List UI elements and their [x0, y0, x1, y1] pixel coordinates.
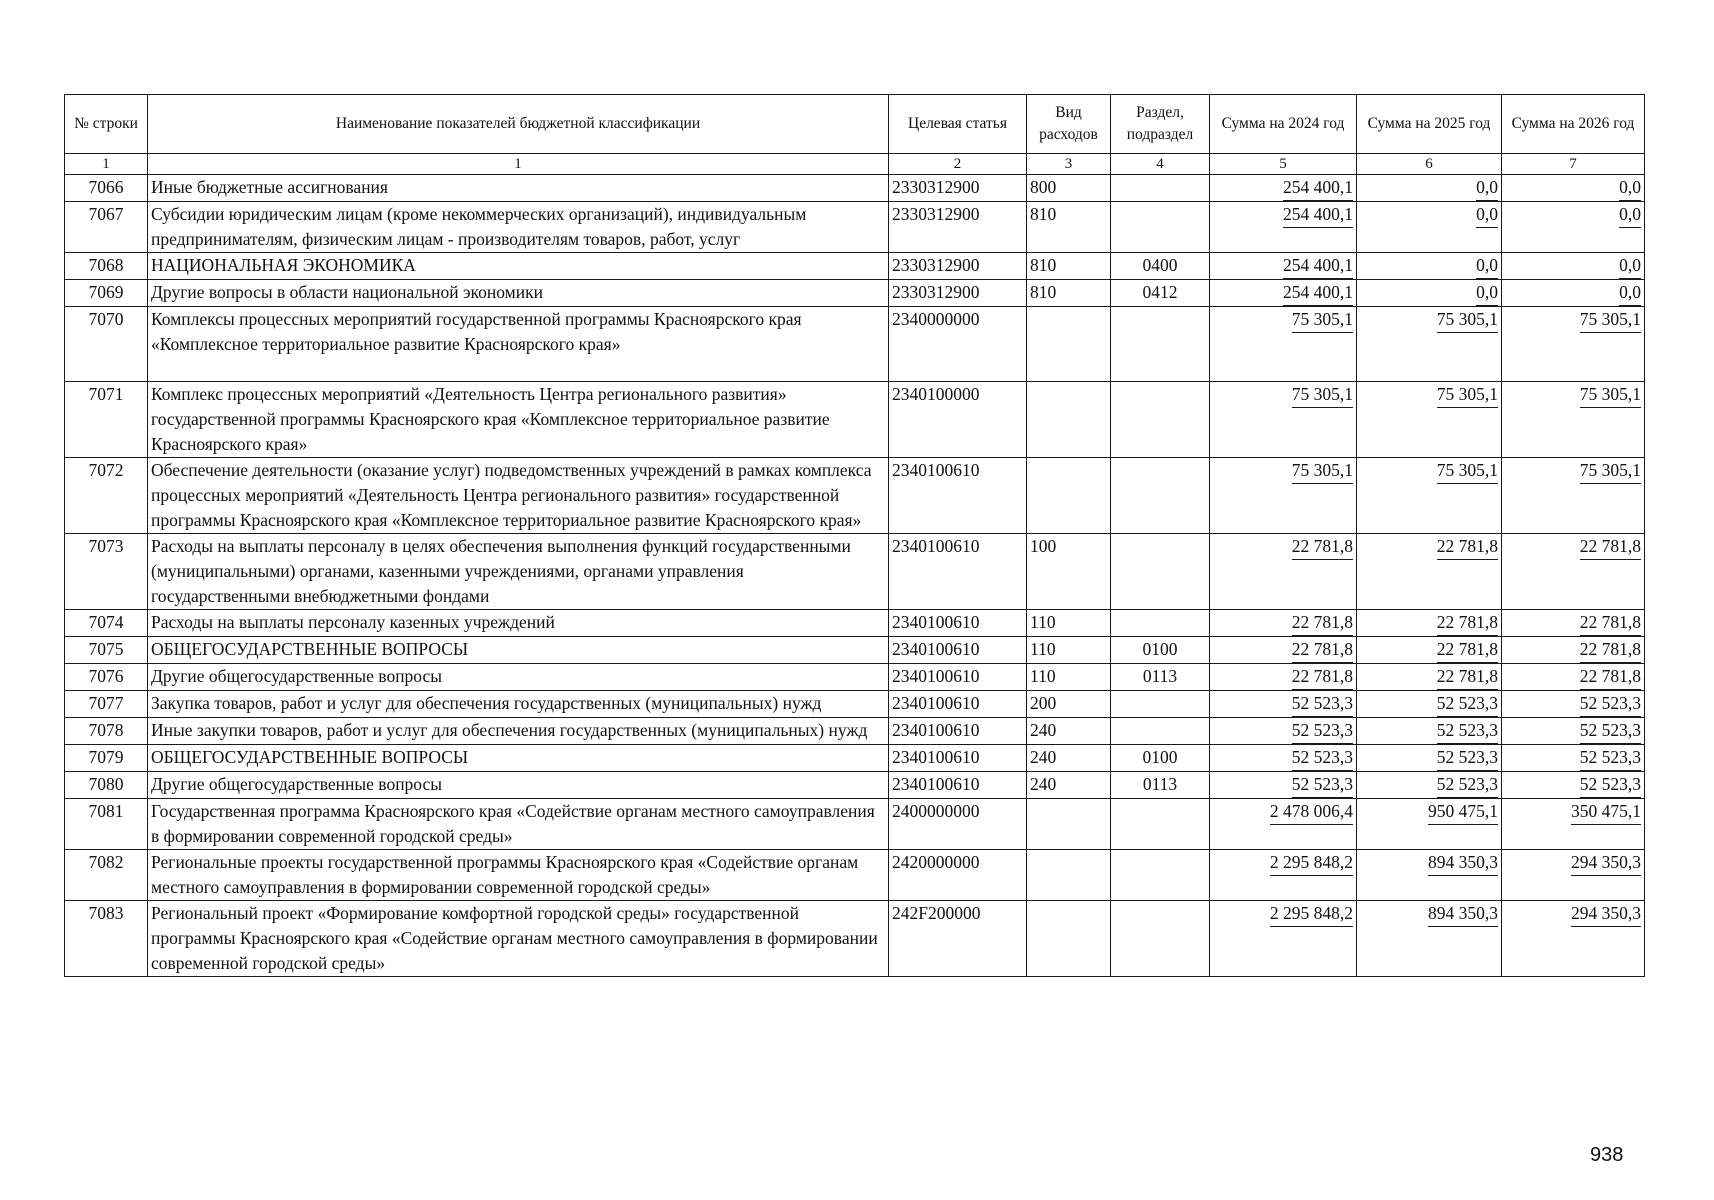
- row-sum-2025-value: 22 781,8: [1437, 534, 1498, 560]
- row-sum-2026: [1502, 534, 1645, 610]
- row-sum-2024: [1210, 175, 1357, 202]
- row-sum-2024-value: 254 400,1: [1283, 202, 1353, 228]
- row-sum-2025: [1357, 772, 1502, 799]
- row-sum-2024-value: 52 523,3: [1292, 745, 1353, 771]
- row-name: Другие общегосударственные вопросы: [148, 664, 889, 691]
- row-name: Иные бюджетные ассигнования: [148, 175, 889, 202]
- row-target-article: 2330312900: [889, 175, 1027, 202]
- row-name: Субсидии юридическим лицам (кроме некоммерческих организаций), индивидуальным предпринимателям, физическим лицам - производителям товаров, работ, услуг: [148, 202, 889, 253]
- row-name: ОБЩЕГОСУДАРСТВЕННЫЕ ВОПРОСЫ: [148, 745, 889, 772]
- row-expense-kind: [1027, 850, 1111, 901]
- row-sum-2025-value: 52 523,3: [1437, 772, 1498, 798]
- row-number: 7074: [65, 610, 148, 637]
- row-number: 7072: [65, 458, 148, 534]
- row-target-article: 2340100610: [889, 610, 1027, 637]
- row-sum-2026-value: 75 305,1: [1580, 382, 1641, 408]
- row-expense-kind: 810: [1027, 280, 1111, 307]
- row-target-article: 2340100610: [889, 534, 1027, 610]
- row-sum-2025: [1357, 458, 1502, 534]
- row-sum-2024-value: 254 400,1: [1283, 280, 1353, 306]
- row-target-article: 2330312900: [889, 280, 1027, 307]
- row-sum-2026-value: 350 475,1: [1571, 799, 1641, 825]
- row-target-article: 2330312900: [889, 253, 1027, 280]
- row-sum-2025-value: 52 523,3: [1437, 745, 1498, 771]
- row-sum-2026: [1502, 745, 1645, 772]
- table-row: [65, 901, 1645, 977]
- row-target-article: 2420000000: [889, 850, 1027, 901]
- row-section: [1111, 175, 1210, 202]
- row-target-article: 2340000000: [889, 307, 1027, 382]
- row-section: [1111, 307, 1210, 382]
- row-expense-kind: 240: [1027, 718, 1111, 745]
- row-sum-2026: [1502, 850, 1645, 901]
- row-expense-kind: 110: [1027, 664, 1111, 691]
- row-sum-2026: [1502, 202, 1645, 253]
- row-sum-2025-value: 75 305,1: [1437, 382, 1498, 408]
- row-sum-2026: [1502, 664, 1645, 691]
- row-number: 7076: [65, 664, 148, 691]
- row-name: Иные закупки товаров, работ и услуг для обеспечения государственных (муниципальных) нужд: [148, 718, 889, 745]
- row-sum-2024-value: 22 781,8: [1292, 637, 1353, 663]
- row-sum-2024: [1210, 664, 1357, 691]
- row-sum-2024: [1210, 745, 1357, 772]
- row-name: Закупка товаров, работ и услуг для обеспечения государственных (муниципальных) нужд: [148, 691, 889, 718]
- row-sum-2025-value: 22 781,8: [1437, 637, 1498, 663]
- row-sum-2024: [1210, 458, 1357, 534]
- row-expense-kind: 100: [1027, 534, 1111, 610]
- table-row: [65, 253, 1645, 280]
- row-number: 7066: [65, 175, 148, 202]
- row-sum-2026-value: 52 523,3: [1580, 691, 1641, 717]
- header-section: Раздел, подраздел: [1111, 95, 1210, 154]
- row-sum-2024: [1210, 307, 1357, 382]
- row-sum-2024: [1210, 637, 1357, 664]
- row-expense-kind: 240: [1027, 772, 1111, 799]
- row-sum-2024: [1210, 799, 1357, 850]
- row-number: 7067: [65, 202, 148, 253]
- row-section: [1111, 718, 1210, 745]
- row-expense-kind: 200: [1027, 691, 1111, 718]
- row-section: 0113: [1111, 772, 1210, 799]
- row-sum-2026: [1502, 253, 1645, 280]
- row-sum-2024: [1210, 850, 1357, 901]
- header-kind: Вид расходов: [1027, 95, 1111, 154]
- row-sum-2026-value: 0,0: [1619, 202, 1641, 228]
- row-sum-2025: [1357, 610, 1502, 637]
- row-target-article: 242F200000: [889, 901, 1027, 977]
- row-sum-2025-value: 950 475,1: [1428, 799, 1498, 825]
- row-name: Региональные проекты государственной программы Красноярского края «Содействие органам местного самоуправления в формировании современной городской среды»: [148, 850, 889, 901]
- row-sum-2026-value: 22 781,8: [1580, 664, 1641, 690]
- budget-table: [64, 94, 1645, 977]
- row-sum-2024-value: 2 295 848,2: [1270, 850, 1353, 876]
- row-target-article: 2340100610: [889, 458, 1027, 534]
- row-number: 7080: [65, 772, 148, 799]
- row-number: 7069: [65, 280, 148, 307]
- row-section: 0100: [1111, 745, 1210, 772]
- page-number: 938: [1590, 1144, 1624, 1166]
- column-number: 3: [1027, 154, 1111, 175]
- row-expense-kind: [1027, 799, 1111, 850]
- row-name: Другие общегосударственные вопросы: [148, 772, 889, 799]
- row-number: 7078: [65, 718, 148, 745]
- row-sum-2025: [1357, 175, 1502, 202]
- row-name: Другие вопросы в области национальной экономики: [148, 280, 889, 307]
- row-sum-2026-value: 0,0: [1619, 253, 1641, 279]
- row-sum-2026: [1502, 718, 1645, 745]
- table-body: [65, 175, 1645, 977]
- column-number: 4: [1111, 154, 1210, 175]
- column-number: 7: [1502, 154, 1645, 175]
- row-sum-2025-value: 894 350,3: [1428, 901, 1498, 927]
- row-name: НАЦИОНАЛЬНАЯ ЭКОНОМИКА: [148, 253, 889, 280]
- row-number: 7079: [65, 745, 148, 772]
- row-sum-2024: [1210, 534, 1357, 610]
- row-name: Расходы на выплаты персоналу в целях обеспечения выполнения функций государственными (муниципальными) органами, казенными учреждениями, органами управления государственными внебюджетными фондами: [148, 534, 889, 610]
- row-sum-2026: [1502, 610, 1645, 637]
- column-number: 6: [1357, 154, 1502, 175]
- row-sum-2026: [1502, 280, 1645, 307]
- row-sum-2024: [1210, 901, 1357, 977]
- row-sum-2024-value: 254 400,1: [1283, 253, 1353, 279]
- row-sum-2025-value: 0,0: [1476, 253, 1498, 279]
- row-expense-kind: 800: [1027, 175, 1111, 202]
- row-sum-2025: [1357, 253, 1502, 280]
- row-section: [1111, 850, 1210, 901]
- row-sum-2024-value: 2 295 848,2: [1270, 901, 1353, 927]
- row-sum-2026-value: 52 523,3: [1580, 745, 1641, 771]
- header-row-no: № строки: [65, 95, 148, 154]
- row-sum-2024-value: 22 781,8: [1292, 664, 1353, 690]
- row-sum-2024-value: 75 305,1: [1292, 382, 1353, 408]
- row-sum-2026-value: 22 781,8: [1580, 610, 1641, 636]
- header-sum-2025: Сумма на 2025 год: [1357, 95, 1502, 154]
- row-name: Обеспечение деятельности (оказание услуг) подведомственных учреждений в рамках комплекса процессных мероприятий «Деятельность Центра регионального развития» государственной программы Красноярского края «Комплексное территориальное развитие Красноярского края»: [148, 458, 889, 534]
- row-sum-2025-value: 894 350,3: [1428, 850, 1498, 876]
- row-section: [1111, 458, 1210, 534]
- row-sum-2025-value: 22 781,8: [1437, 664, 1498, 690]
- row-section: [1111, 610, 1210, 637]
- row-sum-2026-value: 294 350,3: [1571, 850, 1641, 876]
- row-sum-2025-value: 0,0: [1476, 175, 1498, 201]
- row-number: 7082: [65, 850, 148, 901]
- table-header-row: [65, 95, 1645, 154]
- header-sum-2024: Сумма на 2024 год: [1210, 95, 1357, 154]
- row-sum-2025-value: 52 523,3: [1437, 718, 1498, 744]
- row-expense-kind: 110: [1027, 637, 1111, 664]
- row-number: 7077: [65, 691, 148, 718]
- row-section: 0100: [1111, 637, 1210, 664]
- row-section: [1111, 382, 1210, 458]
- row-sum-2024: [1210, 691, 1357, 718]
- row-sum-2025-value: 75 305,1: [1437, 307, 1498, 333]
- table-row: [65, 307, 1645, 382]
- row-name: Комплекс процессных мероприятий «Деятельность Центра регионального развития» государственной программы Красноярского края «Комплексное территориальное развитие Красноярского края»: [148, 382, 889, 458]
- row-sum-2026: [1502, 799, 1645, 850]
- row-section: [1111, 799, 1210, 850]
- row-sum-2024-value: 22 781,8: [1292, 610, 1353, 636]
- row-sum-2025-value: 22 781,8: [1437, 610, 1498, 636]
- row-target-article: 2340100610: [889, 718, 1027, 745]
- row-sum-2026: [1502, 772, 1645, 799]
- row-sum-2025: [1357, 664, 1502, 691]
- column-number-row: [65, 154, 1645, 175]
- row-sum-2024: [1210, 772, 1357, 799]
- row-name: Государственная программа Красноярского края «Содействие органам местного самоуправления в формировании современной городской среды»: [148, 799, 889, 850]
- column-number: 2: [889, 154, 1027, 175]
- row-sum-2024-value: 52 523,3: [1292, 772, 1353, 798]
- row-sum-2025: [1357, 637, 1502, 664]
- row-sum-2025-value: 75 305,1: [1437, 458, 1498, 484]
- row-target-article: 2340100610: [889, 691, 1027, 718]
- row-sum-2024: [1210, 382, 1357, 458]
- column-number: 1: [148, 154, 889, 175]
- row-sum-2024-value: 22 781,8: [1292, 534, 1353, 560]
- row-sum-2026-value: 52 523,3: [1580, 772, 1641, 798]
- table-row: [65, 610, 1645, 637]
- row-section: 0113: [1111, 664, 1210, 691]
- row-sum-2025: [1357, 691, 1502, 718]
- row-sum-2026-value: 75 305,1: [1580, 458, 1641, 484]
- row-sum-2024-value: 52 523,3: [1292, 718, 1353, 744]
- row-target-article: 2400000000: [889, 799, 1027, 850]
- row-sum-2025: [1357, 382, 1502, 458]
- row-sum-2026-value: 0,0: [1619, 280, 1641, 306]
- row-sum-2024: [1210, 280, 1357, 307]
- row-sum-2026-value: 294 350,3: [1571, 901, 1641, 927]
- row-sum-2025: [1357, 718, 1502, 745]
- row-sum-2025-value: 52 523,3: [1437, 691, 1498, 717]
- row-sum-2024-value: 2 478 006,4: [1270, 799, 1353, 825]
- row-sum-2026: [1502, 307, 1645, 382]
- row-expense-kind: 810: [1027, 202, 1111, 253]
- table-row: [65, 534, 1645, 610]
- row-sum-2026-value: 22 781,8: [1580, 534, 1641, 560]
- row-sum-2024: [1210, 610, 1357, 637]
- table-row: [65, 202, 1645, 253]
- row-target-article: 2340100000: [889, 382, 1027, 458]
- row-number: 7068: [65, 253, 148, 280]
- header-target: Целевая статья: [889, 95, 1027, 154]
- table-row: [65, 637, 1645, 664]
- row-sum-2026: [1502, 458, 1645, 534]
- row-section: 0412: [1111, 280, 1210, 307]
- table-row: [65, 850, 1645, 901]
- row-sum-2024-value: 254 400,1: [1283, 175, 1353, 201]
- row-sum-2025: [1357, 799, 1502, 850]
- table-row: [65, 382, 1645, 458]
- table-row: [65, 772, 1645, 799]
- row-expense-kind: [1027, 307, 1111, 382]
- header-sum-2026: Сумма на 2026 год: [1502, 95, 1645, 154]
- row-target-article: 2340100610: [889, 745, 1027, 772]
- row-expense-kind: [1027, 382, 1111, 458]
- row-number: 7073: [65, 534, 148, 610]
- row-section: 0400: [1111, 253, 1210, 280]
- row-sum-2026-value: 22 781,8: [1580, 637, 1641, 663]
- row-name: Региональный проект «Формирование комфортной городской среды» государственной программы Красноярского края «Содействие органам местного самоуправления в формировании современной городской среды»: [148, 901, 889, 977]
- row-sum-2025: [1357, 534, 1502, 610]
- row-sum-2026-value: 0,0: [1619, 175, 1641, 201]
- row-section: [1111, 691, 1210, 718]
- row-name: Расходы на выплаты персоналу казенных учреждений: [148, 610, 889, 637]
- row-number: 7070: [65, 307, 148, 382]
- row-sum-2026-value: 75 305,1: [1580, 307, 1641, 333]
- row-sum-2024-value: 75 305,1: [1292, 458, 1353, 484]
- row-section: [1111, 202, 1210, 253]
- column-number: 5: [1210, 154, 1357, 175]
- row-sum-2025: [1357, 745, 1502, 772]
- table-row: [65, 664, 1645, 691]
- row-section: [1111, 901, 1210, 977]
- table-row: [65, 718, 1645, 745]
- row-sum-2026: [1502, 901, 1645, 977]
- row-sum-2026-value: 52 523,3: [1580, 718, 1641, 744]
- row-number: 7071: [65, 382, 148, 458]
- table-row: [65, 280, 1645, 307]
- table-row: [65, 458, 1645, 534]
- row-number: 7081: [65, 799, 148, 850]
- row-name: ОБЩЕГОСУДАРСТВЕННЫЕ ВОПРОСЫ: [148, 637, 889, 664]
- row-sum-2024: [1210, 253, 1357, 280]
- row-expense-kind: 110: [1027, 610, 1111, 637]
- row-target-article: 2340100610: [889, 772, 1027, 799]
- row-expense-kind: [1027, 901, 1111, 977]
- row-number: 7083: [65, 901, 148, 977]
- row-expense-kind: 810: [1027, 253, 1111, 280]
- row-expense-kind: [1027, 458, 1111, 534]
- row-number: 7075: [65, 637, 148, 664]
- row-name: Комплексы процессных мероприятий государственной программы Красноярского края «Комплексное территориальное развитие Красноярского края»: [148, 307, 889, 382]
- row-sum-2026: [1502, 637, 1645, 664]
- row-target-article: 2330312900: [889, 202, 1027, 253]
- row-sum-2025: [1357, 280, 1502, 307]
- row-target-article: 2340100610: [889, 637, 1027, 664]
- row-sum-2026: [1502, 175, 1645, 202]
- table-row: [65, 175, 1645, 202]
- row-sum-2025: [1357, 307, 1502, 382]
- row-sum-2024-value: 52 523,3: [1292, 691, 1353, 717]
- row-sum-2024: [1210, 718, 1357, 745]
- row-sum-2025: [1357, 850, 1502, 901]
- row-sum-2024: [1210, 202, 1357, 253]
- row-section: [1111, 534, 1210, 610]
- row-sum-2025: [1357, 901, 1502, 977]
- table-row: [65, 799, 1645, 850]
- column-number: 1: [65, 154, 148, 175]
- row-target-article: 2340100610: [889, 664, 1027, 691]
- row-sum-2024-value: 75 305,1: [1292, 307, 1353, 333]
- table-row: [65, 691, 1645, 718]
- row-sum-2025: [1357, 202, 1502, 253]
- row-sum-2025-value: 0,0: [1476, 280, 1498, 306]
- row-sum-2026: [1502, 691, 1645, 718]
- table-row: [65, 745, 1645, 772]
- row-expense-kind: 240: [1027, 745, 1111, 772]
- row-sum-2025-value: 0,0: [1476, 202, 1498, 228]
- row-sum-2026: [1502, 382, 1645, 458]
- header-name: Наименование показателей бюджетной классификации: [148, 95, 889, 154]
